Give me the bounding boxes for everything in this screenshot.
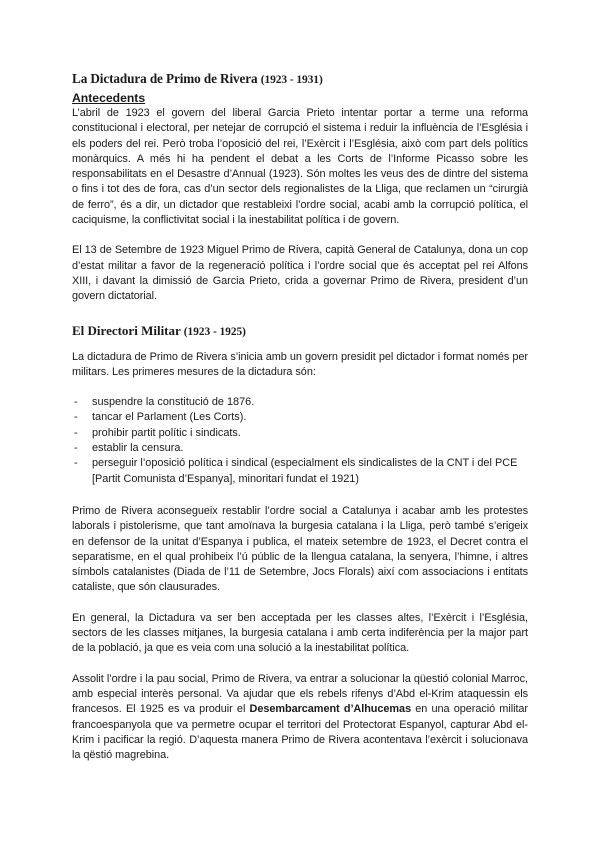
measures-list [72,395,528,487]
list-item-text: suspendre la constitució de 1876. [92,396,255,409]
spacer [72,657,528,672]
title-text: La Dictadura de Primo de Rivera [72,71,258,86]
alhucemas-landing-highlight: Desembarcament d’Alhucemas [249,703,412,716]
marroc-text-after: en una operació militar francoespanyola que va permetre ocupar el territori del Protectorat Espanyol, capturar Abd el-Krim i pacificar la regió. D’aquesta manera Primo de Rivera acontentava l’exèrcit i solucionava la qëstió magrebina. [72,703,528,762]
spacer [72,380,528,395]
list-dash: - [74,396,78,409]
list-item [72,456,528,487]
list-dash: - [74,442,78,455]
spacer [72,341,528,350]
list-item [72,395,528,410]
paragraph-antecedents-2: El 13 de Setembre de 1923 Miguel Primo de Rivera, capità General de Catalunya, dona un cop d’estat militar a favor de la regeneració política i l’ordre social que és acceptat pel rei Alfons XIII, i davant la dimissió de Garcia Prieto, crida a governar Primo de Rivera, president d’un govern dictatorial. [72,244,528,303]
document-page [72,70,528,763]
spacer [72,487,528,504]
paragraph-catalunya: Primo de Rivera aconsegueix restablir l’ordre social a Catalunya i acabar amb les protestes laborals i pistolerisme, que tant amoïnava la burgesia catalana i la Lliga, però també s’erigeix en defensor de la unitat d’Espanya i publica, el mateix setembre de 1923, el Decret contra el separatisme, en el qual prohibeix l’ú públic de la llengua catalana, la senyera, l’himne, i altres símbols catalanistes (Diada de l’11 de Setembre, Jocs Florals) així com associacions i entitats cataliste, que són clausurades. [72,504,528,594]
section-title-text: El Directori Militar [72,322,181,338]
paragraph-directori-intro: La dictadura de Primo de Rivera s’inicia amb un govern presidit pel dictador i format només per militars. Les primeres mesures de la dictadura són: [72,350,528,378]
title-dates: (1923 - 1931) [260,74,323,86]
list-dash: - [74,457,78,470]
list-item [72,441,528,456]
paragraph-marroc [72,672,528,764]
list-item [72,426,528,441]
list-item-text: tancar el Parlament (Les Corts). [92,411,247,424]
section-title-dates: (1923 - 1925) [183,325,246,338]
list-item-text: perseguir l’oposició política i sindical (especialment els sindicalistes de la CNT i del PCE [Partit Comunista d’Espanya], minoritari fundat el 1921) [92,457,518,485]
list-item-text: prohibir partit polític i sindicats. [92,426,241,439]
list-dash: - [74,411,78,424]
list-dash: - [74,426,78,439]
list-item-text: establir la censura. [92,442,184,455]
spacer [72,305,528,322]
spacer [72,228,528,243]
list-item [72,410,528,425]
section-heading-directori-militar [72,322,528,341]
document-title [72,70,528,89]
section-heading-antecedents: Antecedents [72,91,146,105]
marroc-text-before: Assolit l’ordre i la pau social, Primo de Rivera, va entrar a solucionar la qüestió colonial Marroc, amb especial interès personal. Va ajudar que els rebels rifenys d’Abd el-Krim ataquessin els francesos. El 1925 es va produir el [72,672,528,716]
spacer [72,596,528,611]
paragraph-antecedents-1: L’abril de 1923 el govern del liberal Garcia Prieto intentar portar a terme una reforma constitucional i electoral, per netejar de corrupció el sistema i reduir la influència de l’Església i els poders del rei. Però troba l’oposició del rei, l’Exèrcit i l’Església, això com part dels polítics monàrquics. A més hi ha pendent el debat a les Corts de l’Informe Picasso sobre les responsabilitats en el Desastre d’Annual (1923). Són moltes les veus des de dintre del sistema o fins i tot des de fora, cas d’un sector dels regionalistes de la Lliga, que reclamen un “cirurgià de ferro”, és a dir, un dictador que restableixi l’ordre social, acabi amb la corrupció política, el caciquisme, la conflictivitat social i la inestabilitat política i de govern. [72,107,528,227]
paragraph-acceptacio: En general, la Dictadura va ser ben acceptada per les classes altes, l’Exèrcit i l’Església, sectors de les classes mitjanes, la burgesia catalana i amb certa indiferència per la major part de la població, ja que es veia com una solució a la inestabilitat política. [72,611,528,655]
